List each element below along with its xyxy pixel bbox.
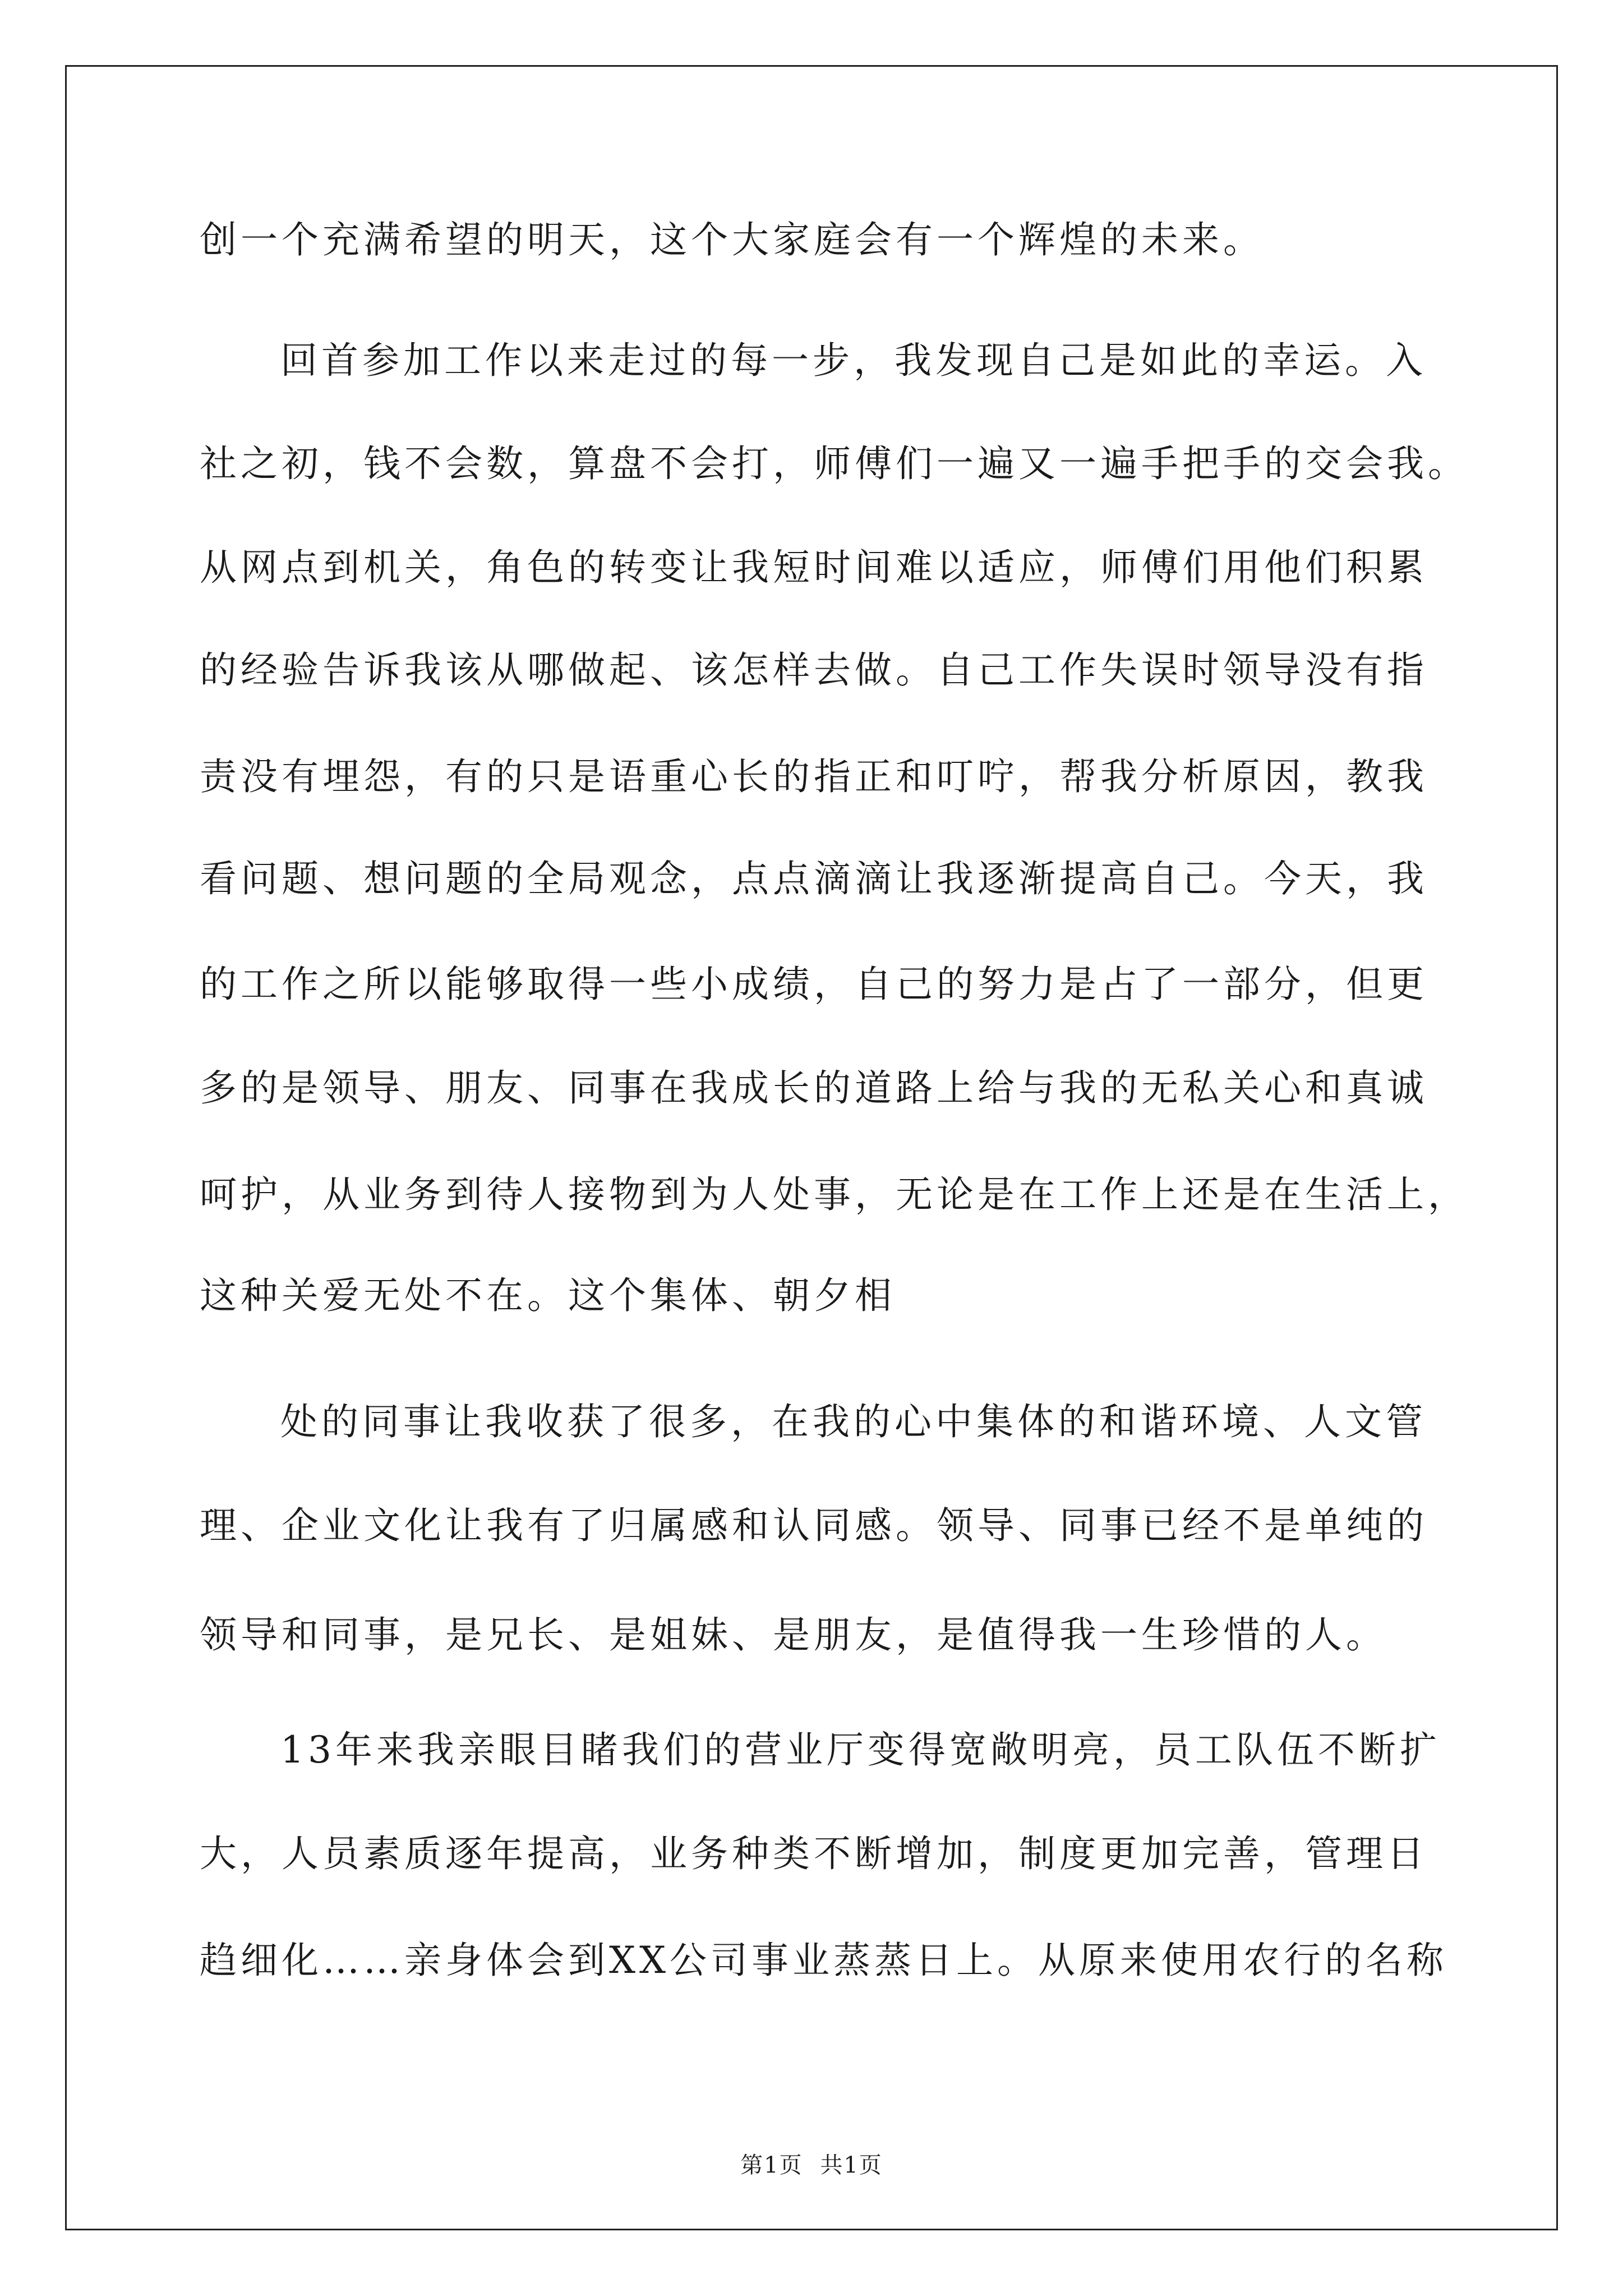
page-footer: 第1页 共1页 bbox=[740, 2152, 883, 2178]
text-line: 趋细化……亲身体会到XX公司事业蒸蒸日上。从原来使用农行的名称 bbox=[200, 1939, 1447, 1982]
text-line: 的经验告诉我该从哪做起、该怎样去做。自己工作失误时领导没有指 bbox=[200, 648, 1428, 692]
text-line: 创一个充满希望的明天，这个大家庭会有一个辉煌的未来。 bbox=[200, 218, 1264, 261]
text-line: 这种关爱无处不在。这个集体、朝夕相 bbox=[200, 1274, 896, 1317]
text-line: 多的是领导、朋友、同事在我成长的道路上给与我的无私关心和真诚 bbox=[200, 1066, 1428, 1110]
text-line: 的工作之所以能够取得一些小成绩，自己的努力是占了一部分，但更 bbox=[200, 963, 1428, 1006]
page-border bbox=[65, 65, 1558, 2230]
text-line: 处的同事让我收获了很多，在我的心中集体的和谐环境、人文管 bbox=[280, 1400, 1427, 1443]
text-line: 13年来我亲眼目睹我们的营业厅变得宽敞明亮，员工队伍不断扩 bbox=[280, 1728, 1441, 1772]
text-line: 从网点到机关，角色的转变让我短时间难以适应，师傅们用他们积累 bbox=[200, 546, 1428, 589]
text-line: 回首参加工作以来走过的每一步，我发现自己是如此的幸运。入 bbox=[280, 339, 1427, 382]
text-line: 呵护，从业务到待人接物到为人处事，无论是在工作上还是在生活上， bbox=[200, 1173, 1469, 1216]
text-line: 看问题、想问题的全局观念，点点滴滴让我逐渐提高自己。今天，我 bbox=[200, 857, 1428, 900]
text-line: 责没有埋怨，有的只是语重心长的指正和叮咛，帮我分析原因，教我 bbox=[200, 755, 1428, 798]
text-line: 大，人员素质逐年提高，业务种类不断增加，制度更加完善，管理日 bbox=[200, 1832, 1428, 1875]
text-line: 理、企业文化让我有了归属感和认同感。领导、同事已经不是单纯的 bbox=[200, 1504, 1428, 1547]
text-line: 领导和同事，是兄长、是姐妹、是朋友，是值得我一生珍惜的人。 bbox=[200, 1613, 1387, 1657]
text-line: 社之初，钱不会数，算盘不会打，师傅们一遍又一遍手把手的交会我。 bbox=[200, 442, 1469, 485]
